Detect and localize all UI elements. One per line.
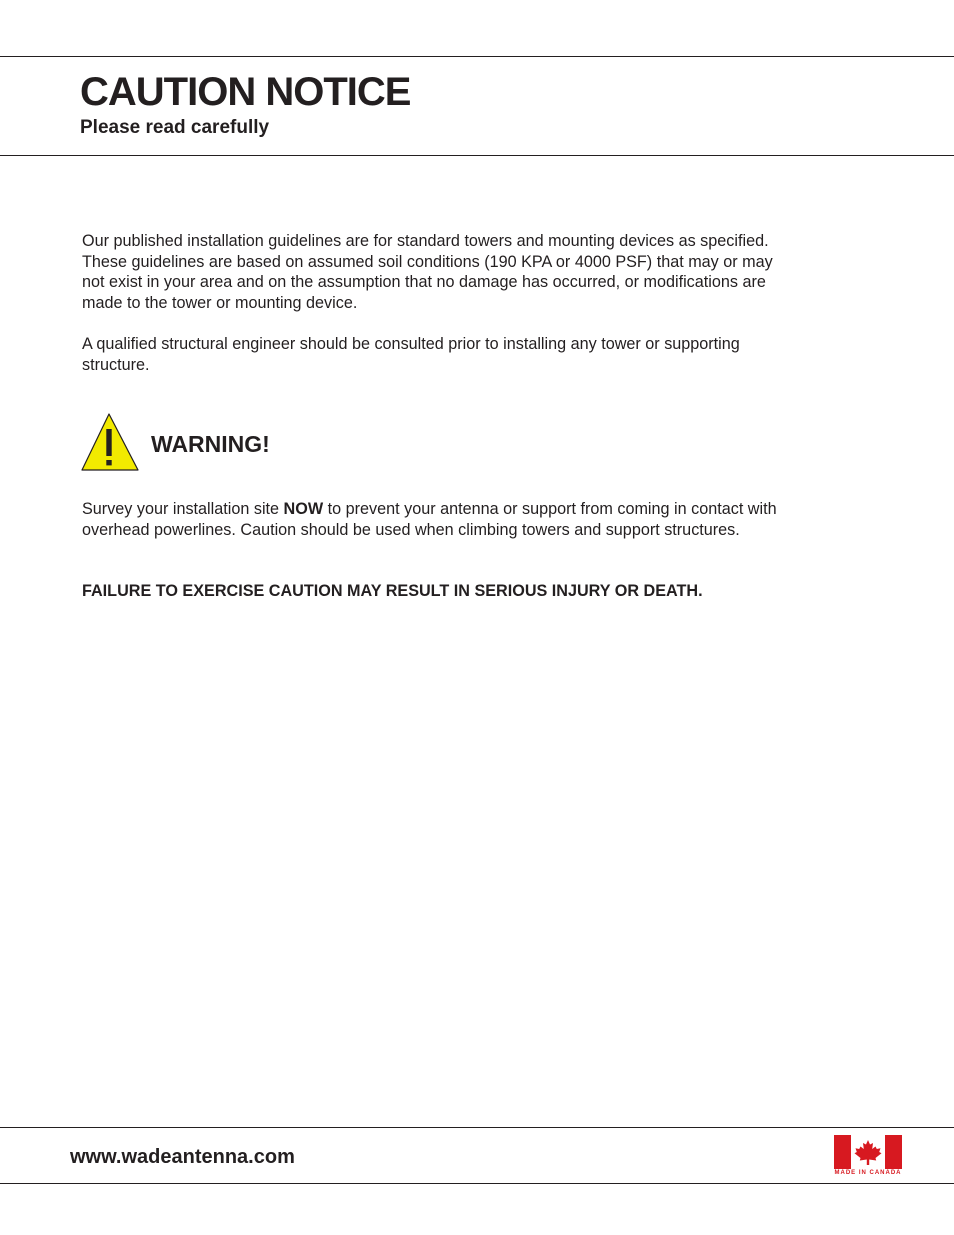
warning-triangle-icon	[80, 412, 140, 472]
header-top-rule	[0, 56, 954, 57]
header-bottom-rule	[0, 155, 954, 156]
survey-emphasis: NOW	[283, 500, 324, 518]
warning-heading: WARNING!	[151, 431, 270, 457]
page-subtitle: Please read carefully	[80, 117, 270, 138]
guidelines-paragraph: Our published installation guidelines are for standard towers and mounting devices as specified. These guidelines are based on assumed soil conditions (190 KPA or 4000 PSF) that may or may not exist in your area and on the assumption that no damage has occurred, or modifications are made to the tower or mounting device.	[82, 232, 773, 312]
final-caution-notice: FAILURE TO EXERCISE CAUTION MAY RESULT IN SERIOUS INJURY OR DEATH.	[82, 582, 703, 600]
survey-text-end: to prevent your antenna or support from coming in contact with overhead powerlines. Caution should be used when climbing towers and support structures.	[82, 500, 777, 539]
canada-flag-icon	[834, 1135, 902, 1169]
survey-text-start: Survey your installation site	[82, 500, 284, 518]
footer-top-rule	[0, 1127, 954, 1128]
made-in-canada-badge	[834, 1135, 902, 1177]
engineer-paragraph: A qualified structural engineer should be consulted prior to installing any tower or supporting structure.	[82, 335, 740, 374]
website-link[interactable]: www.wadeantenna.com	[70, 1146, 295, 1168]
survey-paragraph	[82, 499, 792, 540]
made-in-canada-label: MADE IN CANADA	[834, 1170, 902, 1176]
page-title: CAUTION NOTICE	[80, 70, 411, 114]
footer-bottom-rule	[0, 1183, 954, 1184]
